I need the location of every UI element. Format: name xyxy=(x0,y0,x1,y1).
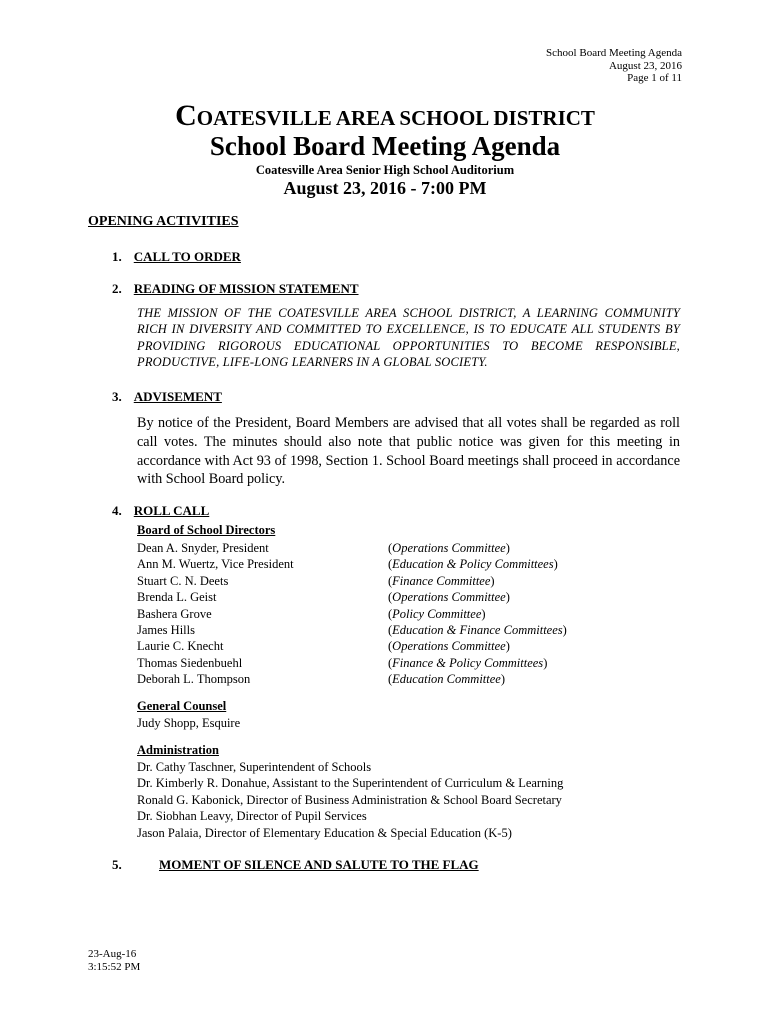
page-footer xyxy=(88,948,140,974)
mission-statement: THE MISSION OF THE COATESVILLE AREA SCHOOL DISTRICT, A LEARNING COMMUNITY RICH IN DIVERSITY AND COMMITTED TO EXCELLENCE, IS TO EDUCATE ALL STUDENTS BY PROVIDING RIGOROUS EDUCATIONAL OPPORTUNITIES TO BECOME RESPONSIBLE, PRODUCTIVE, LIFE-LONG LEARNERS IN A GLOBAL SOCIETY. xyxy=(137,306,680,370)
board-member-name: James Hills xyxy=(137,623,195,638)
item-number: 1. xyxy=(112,249,122,264)
board-member-name: Thomas Siedenbuehl xyxy=(137,655,243,670)
board-member-names xyxy=(137,540,294,688)
agenda-item-2 xyxy=(112,280,359,298)
district-name xyxy=(0,99,770,133)
board-member-name: Brenda L. Geist xyxy=(137,590,217,605)
board-member-name: Ann M. Wuertz, Vice President xyxy=(137,557,294,572)
board-member-name: Laurie C. Knecht xyxy=(137,639,224,654)
agenda-item-4 xyxy=(112,502,209,520)
board-member-committee: (Education & Policy Committees) xyxy=(388,557,558,572)
header-date: August 23, 2016 xyxy=(608,59,682,72)
board-member-committee: (Education Committee) xyxy=(388,672,506,687)
board-member-name: Stuart C. N. Deets xyxy=(137,573,229,588)
administration-person: Jason Palaia, Director of Elementary Education & Special Education (K-5) xyxy=(137,825,512,840)
item-number: 4. xyxy=(112,503,122,518)
board-member-committee: (Finance Committee) xyxy=(388,573,495,588)
page-header-meta xyxy=(546,47,682,85)
meeting-venue: Coatesville Area Senior High School Auditorium xyxy=(255,163,515,177)
board-member-name: Bashera Grove xyxy=(137,606,212,621)
administration-list xyxy=(137,759,563,841)
agenda-item-5-title: MOMENT OF SILENCE AND SALUTE TO THE FLAG xyxy=(159,857,479,872)
advisement-text: By notice of the President, Board Members are advised that all votes shall be regarded as roll call votes. The minutes should also note that public notice was given for this meeting in accordance with Act 93 of 1998, Section 1. School Board meetings shall proceed in accordance with School Board policy. xyxy=(137,415,680,488)
district-name-initial: C xyxy=(175,99,197,132)
board-member-committee: (Education & Finance Committees) xyxy=(388,623,567,638)
header-page-number: Page 1 of 11 xyxy=(627,72,682,84)
administration-person: Dr. Kimberly R. Donahue, Assistant to the Superintendent of Curriculum & Learning xyxy=(137,776,564,791)
administration-heading: Administration xyxy=(137,743,219,757)
board-member-committee: (Operations Committee) xyxy=(388,590,510,605)
item-number: 3. xyxy=(112,389,122,404)
board-heading: Board of School Directors xyxy=(137,523,276,537)
section-heading: OPENING ACTIVITIES xyxy=(88,214,239,229)
agenda-item-1 xyxy=(112,248,241,266)
item-title: ROLL CALL xyxy=(133,503,210,518)
board-member-committee: (Operations Committee) xyxy=(388,541,510,555)
meeting-datetime: August 23, 2016 - 7:00 PM xyxy=(283,178,487,198)
agenda-item-5-number: 5. xyxy=(112,857,122,872)
counsel-name: Judy Shopp, Esquire xyxy=(137,716,241,730)
administration-person: Dr. Siobhan Leavy, Director of Pupil Services xyxy=(137,809,367,824)
page-title: School Board Meeting Agenda xyxy=(209,131,561,161)
board-member-name: Dean A. Snyder, President xyxy=(137,541,269,555)
counsel-heading: General Counsel xyxy=(137,699,227,713)
district-name-rest: OATESVILLE AREA SCHOOL DISTRICT xyxy=(196,106,595,130)
item-title: ADVISEMENT xyxy=(133,389,222,404)
footer-date: 23-Aug-16 xyxy=(88,948,137,960)
header-doc-name: School Board Meeting Agenda xyxy=(546,47,682,59)
item-title: CALL TO ORDER xyxy=(133,249,241,264)
board-member-committee: (Policy Committee) xyxy=(388,606,486,621)
board-member-committee: (Operations Committee) xyxy=(388,639,510,654)
administration-person: Ronald G. Kabonick, Director of Business Administration & School Board Secretary xyxy=(137,792,562,807)
item-number: 2. xyxy=(112,281,122,296)
administration-person: Dr. Cathy Taschner, Superintendent of Schools xyxy=(137,760,372,774)
board-member-committees xyxy=(388,540,567,688)
agenda-item-3 xyxy=(112,388,222,406)
board-member-name: Deborah L. Thompson xyxy=(137,672,251,687)
item-title: READING OF MISSION STATEMENT xyxy=(133,281,359,296)
board-member-committee: (Finance & Policy Committees) xyxy=(388,655,548,670)
footer-time: 3:15:52 PM xyxy=(88,961,141,973)
